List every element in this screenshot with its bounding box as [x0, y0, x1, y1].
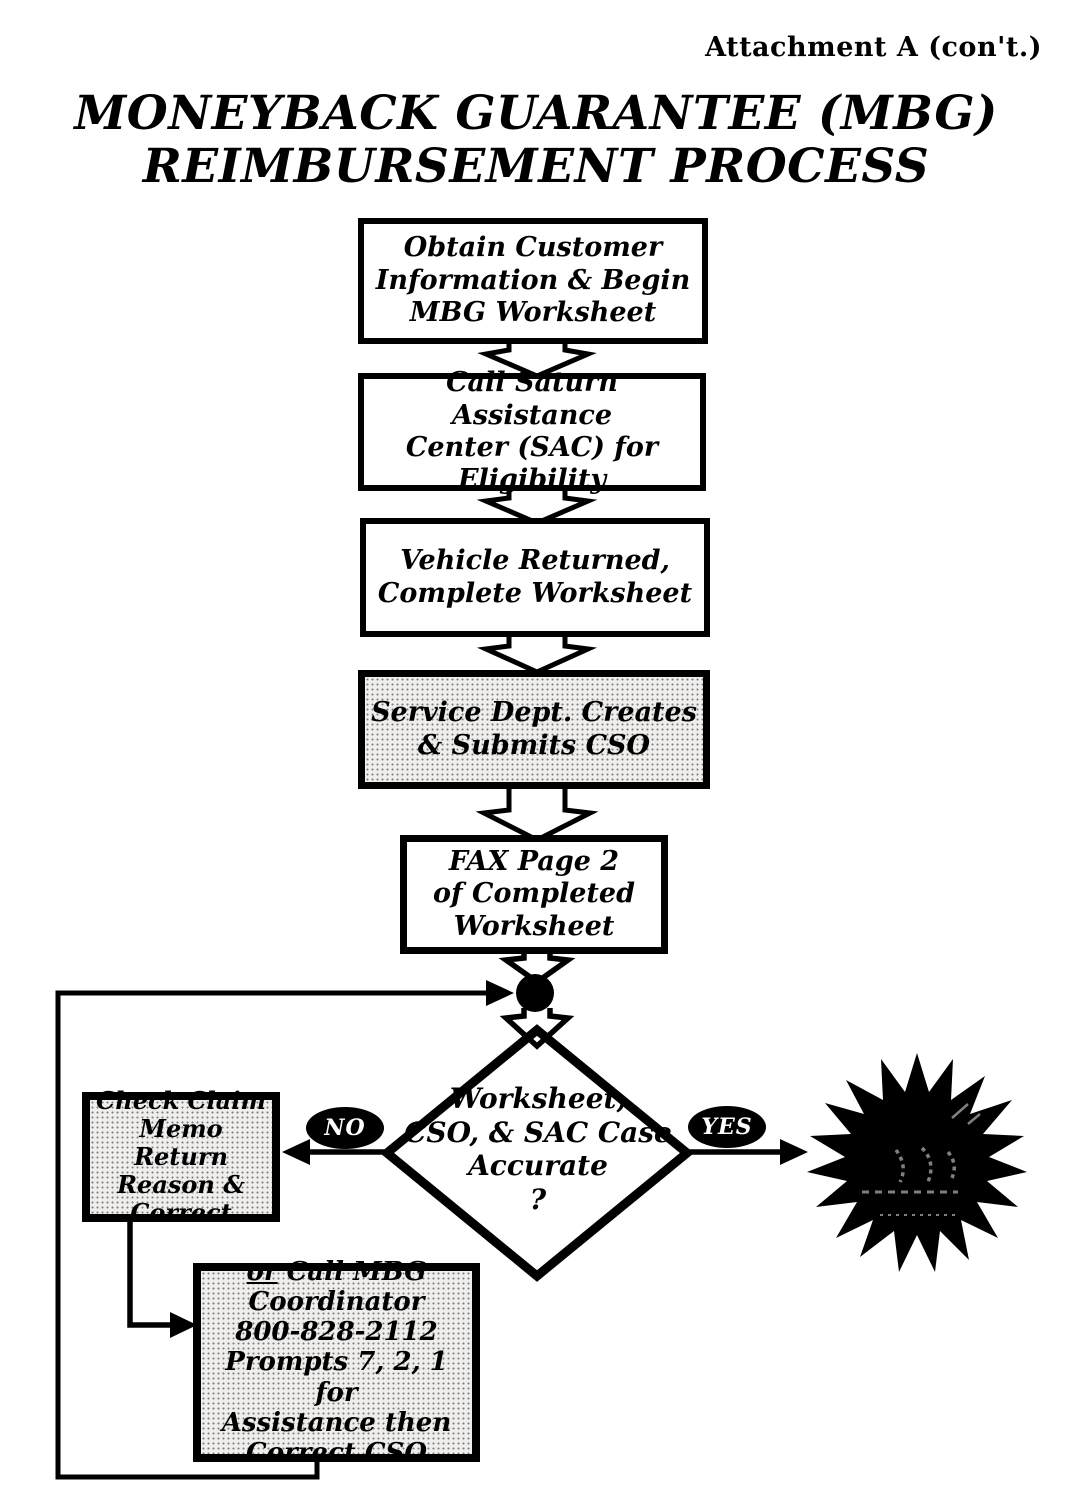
- step-text-line: FAX Page 2: [448, 845, 620, 877]
- page-title-line2: REIMBURSEMENT PROCESS: [142, 138, 930, 194]
- step-text-line: [247, 1257, 427, 1287]
- starburst-shape: [807, 1053, 1027, 1272]
- step-box-fax-worksheet: [400, 835, 668, 954]
- decision-text-line: Worksheet,: [449, 1082, 627, 1115]
- step-text-line: Obtain Customer: [403, 232, 663, 264]
- decision-text-line: CSO, & SAC Case: [404, 1115, 672, 1149]
- yes-label: YES: [701, 1114, 753, 1140]
- step-text-line: Service Dept. Creates: [371, 697, 697, 729]
- no-arrowhead-icon: [282, 1139, 310, 1165]
- down-arrow-icon: [484, 787, 590, 840]
- step-text-line: of Completed: [433, 878, 635, 910]
- page-title: [0, 88, 1072, 193]
- step-text-fragment: Call MBG: [277, 1256, 427, 1287]
- feedback-arrowhead-icon: [486, 980, 514, 1006]
- step-text-line: Worksheet: [453, 910, 615, 942]
- elbow-connector-line: [130, 1222, 174, 1325]
- step-text-line: Eligibility: [457, 464, 607, 496]
- step-text-line: Information & Begin: [375, 264, 691, 296]
- no-label: NO: [324, 1115, 366, 1141]
- step-box-vehicle-returned: [360, 518, 710, 637]
- junction-dot: [516, 974, 554, 1012]
- step-text-line: Complete Worksheet: [377, 577, 693, 609]
- step-text-line: Correct: [130, 1198, 232, 1228]
- step-text-line: & Submits CSO: [417, 729, 651, 761]
- step-text-line: Check Claim: [96, 1085, 266, 1115]
- step-box-call-sac: [358, 367, 706, 496]
- step-text-line: Prompts 7, 2, 1 for: [225, 1347, 448, 1408]
- step-box-service-dept-cso: [358, 670, 710, 789]
- step-text-line: Memo Return: [134, 1113, 228, 1171]
- attachment-label: Attachment A (con't.): [705, 32, 1042, 63]
- step-box-obtain-customer: [358, 218, 708, 344]
- step-text-line: Assistance then: [221, 1407, 452, 1438]
- step-text-line: Center (SAC) for: [405, 432, 659, 463]
- step-box-call-mbg-coordinator: [193, 1256, 480, 1468]
- step-text-line: Reason &: [117, 1170, 245, 1200]
- decision-text-line: ?: [529, 1182, 547, 1216]
- step-text-line: Vehicle Returned,: [400, 545, 670, 577]
- decision-text-line: Accurate: [468, 1149, 608, 1183]
- step-text-line: 800-828-2112: [235, 1317, 438, 1348]
- step-text-line: Coordinator: [248, 1287, 425, 1318]
- yes-arrowhead-icon: [780, 1139, 808, 1165]
- down-arrow-icon: [486, 634, 588, 672]
- step-text-line: MBG Worksheet: [409, 297, 657, 329]
- step-text-line: Call Saturn Assistance: [446, 367, 618, 431]
- underlined-or-word: or: [246, 1256, 278, 1287]
- page-title-line1: MONEYBACK GUARANTEE (MBG): [74, 86, 998, 141]
- step-text-line: Correct CSO: [246, 1437, 427, 1468]
- decision-text: [397, 1082, 679, 1216]
- step-box-check-claim-memo: [82, 1085, 280, 1228]
